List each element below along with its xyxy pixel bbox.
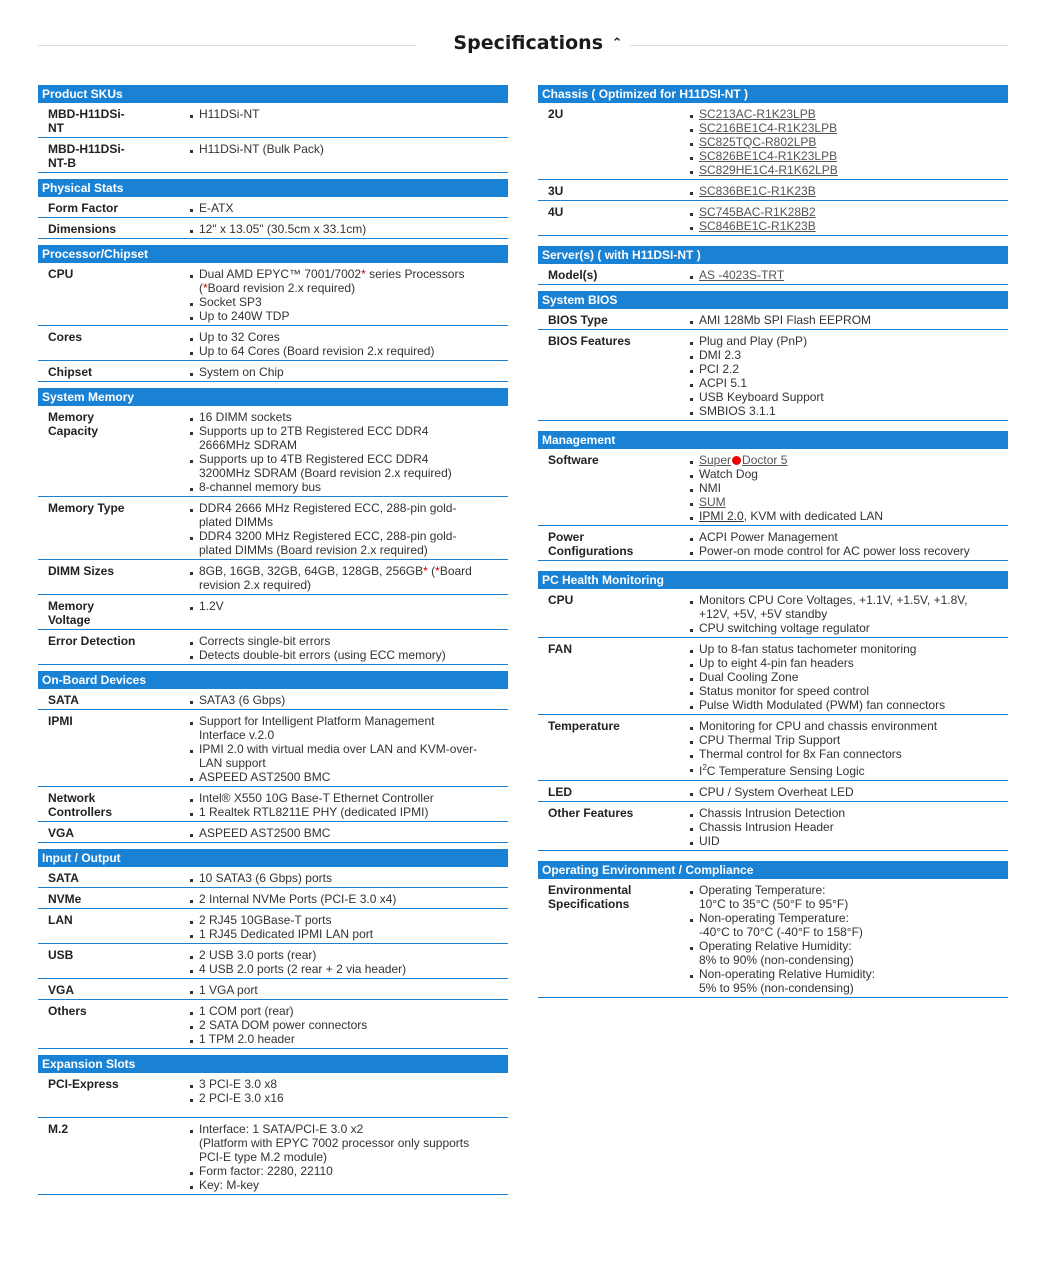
spec-values (188, 410, 508, 494)
spec-row (38, 218, 508, 239)
spec-link[interactable]: SC846BE1C-R1K23B (688, 219, 1008, 233)
spec-row (38, 361, 508, 382)
spec-value-item: 1 TPM 2.0 header (188, 1032, 508, 1046)
spec-label: PCI-Express (48, 1077, 119, 1091)
spec-value-item: AMI 128Mb SPI Flash EEPROM (688, 313, 1008, 327)
spec-label: DIMM Sizes (48, 564, 115, 578)
spec-value-item: ACPI Power Management (688, 530, 1008, 544)
spec-values (688, 184, 1008, 198)
spec-value-item: NMI (688, 481, 1008, 495)
spec-value-item: Interface: 1 SATA/PCI-E 3.0 x2 (Platform with EPYC 7002 processor only supports PCI-E type M.2 module) (188, 1122, 508, 1164)
spec-label: FAN (548, 642, 572, 656)
spec-row (38, 822, 508, 843)
section-header-physical-stats: Physical Stats (38, 179, 508, 197)
spec-values (188, 564, 508, 592)
spec-label: Other Features (548, 806, 634, 820)
spec-link[interactable]: SC836BE1C-R1K23B (688, 184, 1008, 198)
spec-row (38, 1118, 508, 1195)
spec-value-item: IPMI 2.0 with virtual media over LAN and KVM-over- LAN support (188, 742, 508, 770)
spec-value-item: 2 RJ45 10GBase-T ports (188, 913, 508, 927)
spec-values (188, 871, 508, 885)
spec-label: Power Configurations (548, 530, 634, 558)
spec-value-item: Dual AMD EPYC™ 7001/7002* series Processors (*Board revision 2.x required) (188, 267, 508, 295)
spec-row (538, 103, 1008, 180)
spec-label: SATA (48, 693, 79, 707)
spec-value-item: SMBIOS 3.1.1 (688, 404, 1008, 418)
section-header-management: Management (538, 431, 1008, 449)
spec-label: LAN (48, 913, 73, 927)
section-header-input-output: Input / Output (38, 849, 508, 867)
spec-value-item: ACPI 5.1 (688, 376, 1008, 390)
spec-row (38, 263, 508, 326)
spec-row (38, 406, 508, 497)
spec-values (188, 267, 508, 323)
spec-value-item: Power-on mode control for AC power loss recovery (688, 544, 1008, 558)
spec-value-item: Status monitor for speed control (688, 684, 1008, 698)
spec-row (38, 326, 508, 361)
spec-values (188, 1004, 508, 1046)
spec-row (38, 710, 508, 787)
spec-value-item: Operating Temperature: 10°C to 35°C (50°F to 95°F) (688, 883, 1008, 911)
spec-value-item: CPU Thermal Trip Support (688, 733, 1008, 747)
spec-row (538, 526, 1008, 561)
spec-values (188, 693, 508, 707)
spec-link[interactable]: SC213AC-R1K23LPB (688, 107, 1008, 121)
spec-row (538, 201, 1008, 236)
spec-value-item: Intel® X550 10G Base-T Ethernet Controller (188, 791, 508, 805)
spec-label: LED (548, 785, 572, 799)
spec-value-item: Supports up to 2TB Registered ECC DDR4 2666MHz SDRAM (188, 424, 508, 452)
spec-label: Dimensions (48, 222, 117, 236)
spec-value-item: 4 USB 2.0 ports (2 rear + 2 via header) (188, 962, 508, 976)
spec-values (688, 313, 1008, 327)
spec-values (188, 892, 508, 906)
spec-value-item: Up to 64 Cores (Board revision 2.x required) (188, 344, 508, 358)
spec-values (188, 913, 508, 941)
spec-value-item: 12" x 13.05" (30.5cm x 33.1cm) (188, 222, 508, 236)
spec-values (688, 107, 1008, 177)
spec-row (38, 979, 508, 1000)
spec-value-item: Form factor: 2280, 22110 (188, 1164, 508, 1178)
spec-values (688, 806, 1008, 848)
spec-row (538, 589, 1008, 638)
spec-label: Cores (48, 330, 83, 344)
spec-value-item: 1 VGA port (188, 983, 508, 997)
spec-label: 3U (548, 184, 564, 198)
spec-value-item: H11DSi-NT (188, 107, 508, 121)
spec-values (188, 365, 508, 379)
spec-value-item: Socket SP3 (188, 295, 508, 309)
spec-values (188, 330, 508, 358)
spec-value-item: 16 DIMM sockets (188, 410, 508, 424)
spec-value-item: System on Chip (188, 365, 508, 379)
spec-row (38, 138, 508, 173)
spec-value-item: E-ATX (188, 201, 508, 215)
spec-row (38, 1000, 508, 1049)
section-header-product-skus: Product SKUs (38, 85, 508, 103)
spec-value-item: SATA3 (6 Gbps) (188, 693, 508, 707)
spec-label: 4U (548, 205, 564, 219)
chevron-up-icon: ⌃ (611, 36, 623, 51)
spec-values (188, 634, 508, 662)
spec-value-item: 1.2V (188, 599, 508, 613)
spec-label: Chipset (48, 365, 93, 379)
spec-value-item: Chassis Intrusion Detection (688, 806, 1008, 820)
spec-row (538, 449, 1008, 526)
spec-link[interactable]: Super Doctor 5 (688, 453, 1008, 467)
spec-label: Error Detection (48, 634, 136, 648)
spec-value-item: DMI 2.3 (688, 348, 1008, 362)
spec-label: Temperature (548, 719, 620, 733)
spec-values (188, 791, 508, 819)
spec-value-item: 1 COM port (rear) (188, 1004, 508, 1018)
spec-value-item: 1 Realtek RTL8211E PHY (dedicated IPMI) (188, 805, 508, 819)
section-spacer (538, 421, 1008, 431)
spec-value-item: DDR4 3200 MHz Registered ECC, 288-pin gold- plated DIMMs (Board revision 2.x required) (188, 529, 508, 557)
spec-label: BIOS Type (548, 313, 608, 327)
spec-values (188, 501, 508, 557)
spec-values (188, 1122, 508, 1192)
spec-label: Form Factor (48, 201, 119, 215)
spec-values (688, 883, 1008, 995)
spec-row (38, 944, 508, 979)
section-header-operating-environment-compliance: Operating Environment / Compliance (538, 861, 1008, 879)
spec-row (538, 264, 1008, 285)
spec-values (688, 530, 1008, 558)
red-dot-icon (732, 456, 741, 465)
spec-label: CPU (48, 267, 74, 281)
spec-link[interactable]: SUM (688, 495, 1008, 509)
section-header-processor-chipset: Processor/Chipset (38, 245, 508, 263)
spec-values (688, 642, 1008, 712)
spec-value-item: 1 RJ45 Dedicated IPMI LAN port (188, 927, 508, 941)
spec-values (688, 593, 1008, 635)
section-spacer (538, 561, 1008, 571)
spec-label: Model(s) (548, 268, 598, 282)
spec-values (688, 205, 1008, 233)
spec-value-item: Plug and Play (PnP) (688, 334, 1008, 348)
spec-row (38, 560, 508, 595)
spec-label: Environmental Specifications (548, 883, 632, 911)
section-header-pc-health-monitoring: PC Health Monitoring (538, 571, 1008, 589)
section-spacer (38, 1195, 508, 1201)
spec-value-item: Up to 240W TDP (188, 309, 508, 323)
specifications-toggle[interactable] (443, 32, 633, 54)
spec-value-item: Up to 32 Cores (188, 330, 508, 344)
spec-label: IPMI (48, 714, 73, 728)
spec-row (38, 867, 508, 888)
spec-row (538, 781, 1008, 802)
spec-values (688, 268, 1008, 282)
spec-label: VGA (48, 826, 75, 840)
spec-label: MBD-H11DSi- NT (48, 107, 125, 135)
spec-value-item: $I^2C$ Temperature Sensing Logic (688, 761, 1008, 778)
spec-value-item: Key: M-key (188, 1178, 508, 1192)
spec-link[interactable]: SC829HE1C4-R1K62LPB (688, 163, 1008, 177)
spec-label: Others (48, 1004, 87, 1018)
spec-value-item: 10 SATA3 (6 Gbps) ports (188, 871, 508, 885)
spec-value-item: Up to eight 4-pin fan headers (688, 656, 1008, 670)
spec-value-item: USB Keyboard Support (688, 390, 1008, 404)
spec-values (688, 453, 1008, 523)
spec-values (688, 785, 1008, 799)
spec-values (188, 948, 508, 976)
spec-label: CPU (548, 593, 574, 607)
section-spacer (538, 236, 1008, 246)
divider-right (630, 45, 1008, 46)
spec-value-item: 2 Internal NVMe Ports (PCI-E 3.0 x4) (188, 892, 508, 906)
spec-row (538, 879, 1008, 998)
spec-label: MBD-H11DSi- NT-B (48, 142, 125, 170)
spec-value-item: ASPEED AST2500 BMC (188, 770, 508, 784)
spec-row (38, 630, 508, 665)
spec-values (688, 719, 1008, 778)
section-header-expansion-slots: Expansion Slots (38, 1055, 508, 1073)
spec-row (38, 909, 508, 944)
spec-label: Memory Capacity (48, 410, 99, 438)
spec-link[interactable]: SC216BE1C4-R1K23LPB (688, 121, 1008, 135)
section-header-on-board-devices: On-Board Devices (38, 671, 508, 689)
spec-link[interactable]: AS -4023S-TRT (688, 268, 1008, 282)
spec-value-item: 8GB, 16GB, 32GB, 64GB, 128GB, 256GB* (*Board revision 2.x required) (188, 564, 508, 592)
spec-value-item: Pulse Width Modulated (PWM) fan connectors (688, 698, 1008, 712)
spec-value-item: 3 PCI-E 3.0 x8 (188, 1077, 508, 1091)
spec-label: BIOS Features (548, 334, 631, 348)
spec-values (188, 107, 508, 135)
spec-label: Software (548, 453, 599, 467)
spec-values (188, 222, 508, 236)
spec-value-item: CPU switching voltage regulator (688, 621, 1008, 635)
spec-label: Memory Type (48, 501, 125, 515)
spec-row (538, 330, 1008, 421)
spec-row (38, 787, 508, 822)
spec-value-item: Thermal control for 8x Fan connectors (688, 747, 1008, 761)
spec-row (38, 103, 508, 138)
spec-value-item: UID (688, 834, 1008, 848)
spec-value-item: Corrects single-bit errors (188, 634, 508, 648)
spec-row (38, 197, 508, 218)
spec-column-left (38, 85, 508, 1201)
spec-value-item: Operating Relative Humidity: 8% to 90% (non-condensing) (688, 939, 1008, 967)
section-spacer (538, 998, 1008, 1004)
section-spacer (538, 851, 1008, 861)
spec-values (188, 201, 508, 215)
spec-label: Network Controllers (48, 791, 113, 819)
spec-link[interactable]: SC745BAC-R1K28B2 (688, 205, 1008, 219)
spec-label: M.2 (48, 1122, 69, 1136)
spec-values (188, 142, 508, 170)
spec-value-item: Support for Intelligent Platform Management Interface v.2.0 (188, 714, 508, 742)
spec-row (538, 180, 1008, 201)
spec-values (688, 334, 1008, 418)
spec-row (538, 309, 1008, 330)
spec-value-item: PCI 2.2 (688, 362, 1008, 376)
spec-row (38, 497, 508, 560)
section-header-system-bios: System BIOS (538, 291, 1008, 309)
spec-value-item: Watch Dog (688, 467, 1008, 481)
spec-row (38, 689, 508, 710)
spec-value-item: Monitoring for CPU and chassis environment (688, 719, 1008, 733)
spec-value-item: Chassis Intrusion Header (688, 820, 1008, 834)
spec-value-item: DDR4 2666 MHz Registered ECC, 288-pin gold- plated DIMMs (188, 501, 508, 529)
spec-value-item: CPU / System Overheat LED (688, 785, 1008, 799)
spec-values (188, 1077, 508, 1105)
spec-label: SATA (48, 871, 79, 885)
spec-row (538, 638, 1008, 715)
spec-value-item: Detects double-bit errors (using ECC memory) (188, 648, 508, 662)
spec-value-item: Monitors CPU Core Voltages, +1.1V, +1.5V, +1.8V, +12V, +5V, +5V standby (688, 593, 1008, 621)
spec-value-item: 2 SATA DOM power connectors (188, 1018, 508, 1032)
spec-row (38, 888, 508, 909)
section-header-server-s-with-h11dsi-nt: Server(s) ( with H11DSI-NT ) (538, 246, 1008, 264)
spec-value-item: 2 PCI-E 3.0 x16 (188, 1091, 508, 1105)
spec-values (188, 599, 508, 627)
spec-column-right (538, 85, 1008, 1004)
section-header-system-memory: System Memory (38, 388, 508, 406)
spec-value-item: ASPEED AST2500 BMC (188, 826, 508, 840)
spec-row (538, 715, 1008, 781)
spec-row (38, 595, 508, 630)
spec-label: Memory Voltage (48, 599, 95, 627)
spec-values (188, 826, 508, 840)
spec-value-item: Supports up to 4TB Registered ECC DDR4 3200MHz SDRAM (Board revision 2.x required) (188, 452, 508, 480)
spec-value-item: 2 USB 3.0 ports (rear) (188, 948, 508, 962)
spec-value-item[interactable]: IPMI 2.0, KVM with dedicated LAN (688, 509, 1008, 523)
specifications-header (38, 30, 1008, 60)
spec-link[interactable]: SC825TQC-R802LPB (688, 135, 1008, 149)
spec-link[interactable]: SC826BE1C4-R1K23LPB (688, 149, 1008, 163)
spec-row (38, 1073, 508, 1118)
spec-label: NVMe (48, 892, 82, 906)
divider-left (38, 45, 416, 46)
spec-label: 2U (548, 107, 564, 121)
spec-values (188, 714, 508, 784)
section-header-chassis-optimized-for-h11dsi-nt: Chassis ( Optimized for H11DSI-NT ) (538, 85, 1008, 103)
spec-value-item: Non-operating Relative Humidity: 5% to 95% (non-condensing) (688, 967, 1008, 995)
spec-value-item: Up to 8-fan status tachometer monitoring (688, 642, 1008, 656)
spec-row (538, 802, 1008, 851)
spec-values (188, 983, 508, 997)
page-title: Specifications (453, 32, 604, 54)
spec-value-item: 8-channel memory bus (188, 480, 508, 494)
spec-value-item: Dual Cooling Zone (688, 670, 1008, 684)
spec-value-item: Non-operating Temperature: -40°C to 70°C (-40°F to 158°F) (688, 911, 1008, 939)
spec-label: USB (48, 948, 74, 962)
spec-value-item: H11DSi-NT (Bulk Pack) (188, 142, 508, 156)
spec-label: VGA (48, 983, 75, 997)
